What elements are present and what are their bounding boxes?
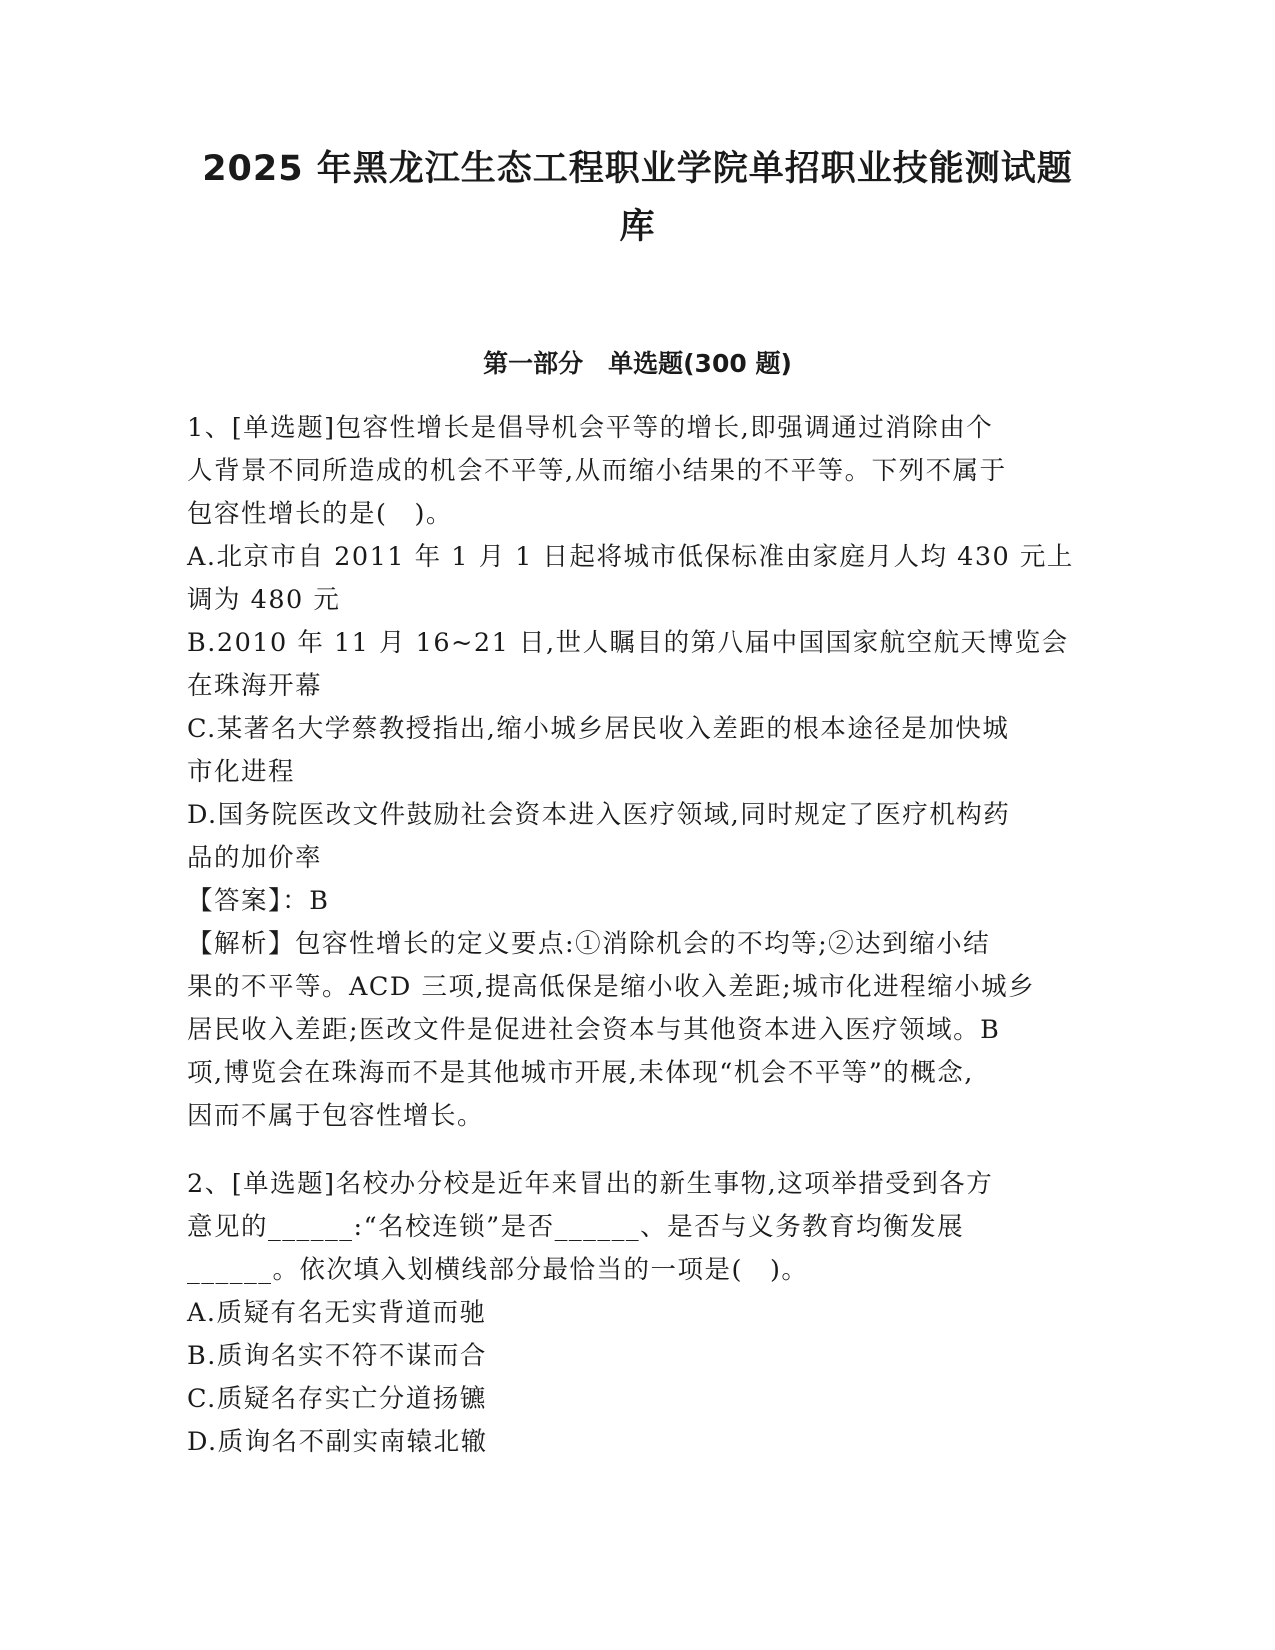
document-title bbox=[160, 140, 1115, 256]
analysis-line: 居民收入差距;医改文件是促进社会资本与其他资本进入医疗领域。B bbox=[187, 1015, 1001, 1045]
option-c-line: C.某著名大学蔡教授指出,缩小城乡居民收入差距的根本途径是加快城 bbox=[187, 714, 1010, 744]
title-line: 2025 年黑龙江生态工程职业学院单招职业技能测试题 bbox=[202, 149, 1073, 189]
option-c-line: C.质疑名存实亡分道扬镳 bbox=[187, 1384, 487, 1414]
option-a-line: A.质疑有名无实背道而驰 bbox=[187, 1298, 487, 1328]
option-d-line: D.国务院医改文件鼓励社会资本进入医疗领域,同时规定了医疗机构药 bbox=[187, 800, 1011, 830]
question-1 bbox=[187, 407, 1087, 1138]
option-b-line: B.2010 年 11 月 16~21 日,世人瞩目的第八届中国国家航空航天博览会 bbox=[187, 628, 1069, 658]
option-a-line: 调为 480 元 bbox=[187, 585, 341, 615]
question-stem-line: 1、[单选题]包容性增长是倡导机会平等的增长,即强调通过消除由个 bbox=[187, 413, 994, 443]
option-b-line: 在珠海开幕 bbox=[187, 671, 323, 701]
title-line: 库 bbox=[619, 207, 656, 247]
question-stem-line: 2、[单选题]名校办分校是近年来冒出的新生事物,这项举措受到各方 bbox=[187, 1169, 994, 1199]
question-stem-line: 意见的______:“名校连锁”是否______、是否与义务教育均衡发展 bbox=[187, 1212, 965, 1242]
option-b-line: B.质询名实不符不谋而合 bbox=[187, 1341, 487, 1371]
analysis-line: 【解析】包容性增长的定义要点:①消除机会的不均等;②达到缩小结 bbox=[187, 929, 991, 959]
question-stem-line: 人背景不同所造成的机会不平等,从而缩小结果的不平等。下列不属于 bbox=[187, 456, 1007, 486]
option-a-line: A.北京市自 2011 年 1 月 1 日起将城市低保标准由家庭月人均 430 元上 bbox=[187, 542, 1074, 572]
analysis-line: 项,博览会在珠海而不是其他城市开展,未体现“机会不平等”的概念, bbox=[187, 1058, 974, 1088]
answer-line: 【答案】：B bbox=[187, 886, 330, 916]
question-stem-line: 包容性增长的是( )。 bbox=[187, 499, 453, 529]
question-stem-line: ______。依次填入划横线部分最恰当的一项是( )。 bbox=[187, 1255, 809, 1285]
option-c-line: 市化进程 bbox=[187, 757, 296, 787]
analysis-line: 果的不平等。ACD 三项,提高低保是缩小收入差距;城市化进程缩小城乡 bbox=[187, 972, 1036, 1002]
analysis-line: 因而不属于包容性增长。 bbox=[187, 1101, 485, 1131]
section-heading: 第一部分 单选题(300 题) bbox=[483, 349, 792, 378]
question-2 bbox=[187, 1163, 1087, 1464]
option-d-line: D.质询名不副实南辕北辙 bbox=[187, 1427, 488, 1457]
option-d-line: 品的加价率 bbox=[187, 843, 323, 873]
